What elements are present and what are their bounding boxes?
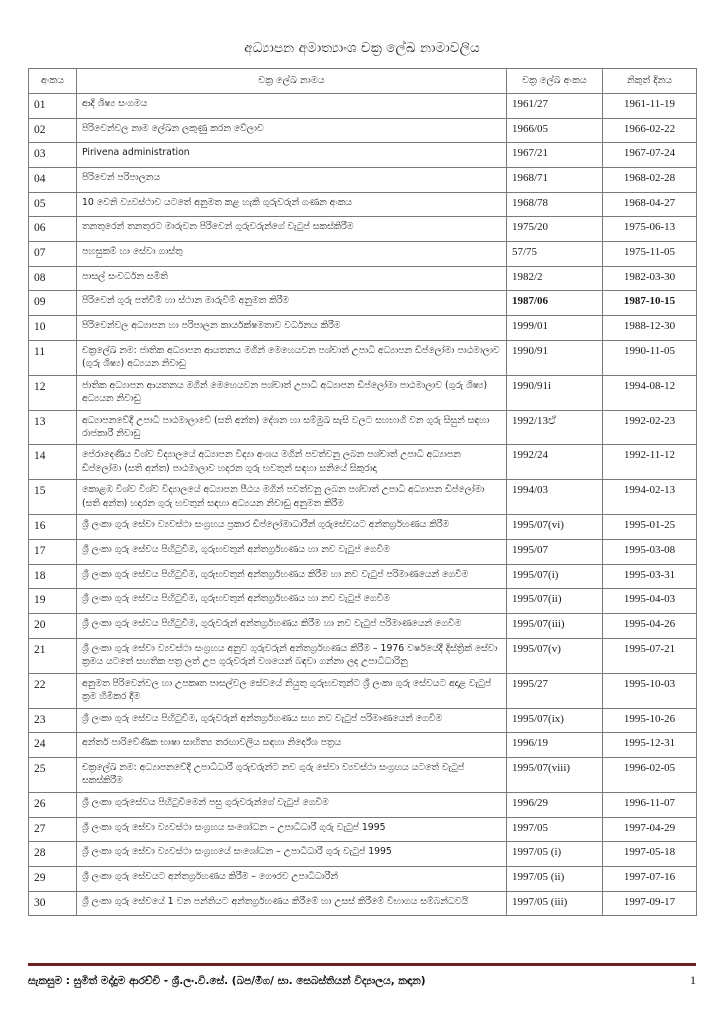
cell-issue-date: 1996-11-07 [603, 792, 697, 817]
cell-circular-number: 1995/07(viii) [507, 757, 603, 792]
cell-circular-name: ශ්‍රී ලංකා ගුරු සේවා ව්‍යවස්ථා සංග්‍රහය සංශෝධන – උපාධිධාරී ගුරු වැටුප් 1995 [77, 817, 507, 842]
cell-issue-date: 1995-04-26 [603, 614, 697, 639]
table-row [29, 757, 697, 792]
cell-circular-name: කොළඹ විශ්ව විශ්ව විද්‍යාලයේ අධ්‍යාපන පීඨය මගින් පවත්වනු ලබන පශ්චාත් උපාධි අධ්‍යාපන ඩිප්ලෝමා (සති අන්ත) හදාරන ගුරු භවතුන් සඳහා අධ්‍යයන නිවාඩු අනුමත කිරීම [77, 480, 507, 515]
table-header-row [29, 69, 697, 94]
cell-issue-date: 1966-02-22 [603, 118, 697, 143]
cell-circular-name: ජාතික අධ්‍යාපන ආයතනය මගින් මෙහෙයවන පශ්චාත් උපාධි අධ්‍යාපන ඩිප්ලෝමා පාඨමාලාව (ගුරු ශිෂ්‍ය) අධ්‍යයන නිවාඩු [77, 375, 507, 410]
cell-circular-name: ආදි ශිෂ්‍ය සංගමය [77, 93, 507, 118]
cell-issue-date: 1975-06-13 [603, 217, 697, 242]
cell-index: 15 [29, 480, 77, 515]
table-row [29, 515, 697, 540]
cell-index: 09 [29, 291, 77, 316]
cell-issue-date: 1995-07-21 [603, 638, 697, 673]
table-row [29, 266, 697, 291]
cell-circular-number: 1995/07(v) [507, 638, 603, 673]
cell-circular-number: 1995/07(vi) [507, 515, 603, 540]
table-row [29, 564, 697, 589]
table-row [29, 842, 697, 867]
cell-issue-date: 1967-07-24 [603, 143, 697, 168]
table-row [29, 539, 697, 564]
cell-circular-name: පිරිවෙන්වල නාම ලේඛන ලකුණු කරන වේලාව [77, 118, 507, 143]
cell-issue-date: 1990-11-05 [603, 340, 697, 375]
table-row [29, 192, 697, 217]
cell-circular-number: 1995/07(ix) [507, 708, 603, 733]
table-row [29, 375, 697, 410]
cell-index: 23 [29, 708, 77, 733]
cell-issue-date: 1968-04-27 [603, 192, 697, 217]
cell-issue-date: 1982-03-30 [603, 266, 697, 291]
cell-circular-number: 1992/24 [507, 445, 603, 480]
column-header-date: නිකුත් දිනය [603, 69, 697, 94]
cell-index: 28 [29, 842, 77, 867]
cell-circular-name: Pirivena administration [77, 143, 507, 168]
table-row [29, 733, 697, 758]
cell-index: 11 [29, 340, 77, 375]
cell-issue-date: 1988-12-30 [603, 315, 697, 340]
cell-circular-number: 1997/05 (ii) [507, 866, 603, 891]
cell-index: 10 [29, 315, 77, 340]
column-header-name: චක්‍ර ලේඛ නාමය [77, 69, 507, 94]
cell-circular-number: 1996/19 [507, 733, 603, 758]
cell-issue-date: 1995-10-26 [603, 708, 697, 733]
column-header-number: චක්‍ර ලේඛ අංකය [507, 69, 603, 94]
cell-circular-name: ශ්‍රී ලංකා ගුරු සේවය පිහිටුවීම, ගුරුභවතුන් අන්තර්ග්‍රහණය කිරීම හා නව වැටුප් පරිමාණයෙන් ගෙවීම [77, 564, 507, 589]
cell-circular-number: 1968/78 [507, 192, 603, 217]
cell-circular-number: 1999/01 [507, 315, 603, 340]
cell-issue-date: 1995-03-31 [603, 564, 697, 589]
table-row [29, 589, 697, 614]
cell-index: 01 [29, 93, 77, 118]
cell-circular-name: අනුමත පිරිවෙන්වල හා උපකෘත පාසල්වල සේවයේ නියුතු ගුරුභවතුන්ට ශ්‍රී ලංකා ගුරු සේවයට අදාළ වැටුප් ක්‍රම හිමිකර දීම [77, 673, 507, 708]
cell-circular-number: 1982/2 [507, 266, 603, 291]
table-row [29, 614, 697, 639]
cell-circular-number: 1990/91i [507, 375, 603, 410]
cell-index: 12 [29, 375, 77, 410]
cell-index: 05 [29, 192, 77, 217]
cell-circular-name: තනතුරෙන් තනතුරට මාරුවන පිරිවෙන් ගුරුවරුන්ගේ වැටුප් සකස්කිරීම [77, 217, 507, 242]
cell-circular-name: ශ්‍රී ලංකා ගුරු සේවා ව්‍යවස්ථා සංග්‍රහය ප්‍රකාර ඩිප්ලෝමාධාරීන් ගුරුසේවයට අන්තර්ග්‍රහණය කිරීම [77, 515, 507, 540]
page-title: අධ්‍යාපන අමාත්‍යාංශ චක්‍ර ලේඛ නාමාවලිය [244, 40, 480, 56]
table-row [29, 93, 697, 118]
cell-index: 18 [29, 564, 77, 589]
footer-credit: සැකසුම : සුමිත් මද්දුම ආරච්චි - ශ්‍රී.ලං.වි.සේ. (බප/මීග/ සා. සෙබස්තියන් විද්‍යාලය, කඳාන) [28, 975, 426, 987]
table-row [29, 817, 697, 842]
cell-index: 08 [29, 266, 77, 291]
cell-index: 04 [29, 167, 77, 192]
cell-circular-name: 10 වෙනි ව්‍යවස්ථාව යටතේ අනුමත කළ හැකි ගුරුවරුන් ගණන අංකය [77, 192, 507, 217]
table-row [29, 340, 697, 375]
cell-issue-date: 1997-05-18 [603, 842, 697, 867]
cell-circular-number: 1967/21 [507, 143, 603, 168]
cell-index: 03 [29, 143, 77, 168]
cell-circular-number: 1961/27 [507, 93, 603, 118]
cell-circular-number: 1995/07 [507, 539, 603, 564]
cell-circular-number: 1997/05 (iii) [507, 891, 603, 916]
cell-issue-date: 1995-04-03 [603, 589, 697, 614]
cell-issue-date: 1975-11-05 [603, 241, 697, 266]
cell-index: 20 [29, 614, 77, 639]
cell-index: 21 [29, 638, 77, 673]
cell-circular-number: 1994/03 [507, 480, 603, 515]
cell-circular-name: ශ්‍රී ලංකා ගුරු සේවය පිහිටුවීම, ගුරුභවතුන් අන්තර්ග්‍රහණය හා නව වැටුප් ගෙවීම [77, 539, 507, 564]
cell-index: 19 [29, 589, 77, 614]
cell-issue-date: 1987-10-15 [603, 291, 697, 316]
cell-circular-name: ශ්‍රී ලංකා ගුරු සේවය පිහිටුවීම, ගුරුභවතුන් අන්තර්ග්‍රහණය හා නව වැටුප් ගෙවීම [77, 589, 507, 614]
cell-index: 22 [29, 673, 77, 708]
table-row [29, 217, 697, 242]
table-row [29, 118, 697, 143]
table-row [29, 410, 697, 445]
cell-index: 30 [29, 891, 77, 916]
table-header [29, 69, 697, 94]
cell-circular-name: පිරිවෙන්වල අධ්‍යාපන හා පරිපාලන කාර්යක්ෂමතාව වර්ධනය කිරීම [77, 315, 507, 340]
cell-index: 06 [29, 217, 77, 242]
cell-circular-name: ශ්‍රී ලංකා ගුරු සේවා ව්‍යවස්ථා සංග්‍රහයේ සංශෝධන – උපාධිධාරී ගුරු වැටුප් 1995 [77, 842, 507, 867]
cell-issue-date: 1992-02-23 [603, 410, 697, 445]
circulars-table [28, 68, 697, 916]
page-footer [28, 963, 696, 988]
cell-circular-number: 1995/27 [507, 673, 603, 708]
cell-index: 25 [29, 757, 77, 792]
table-row [29, 866, 697, 891]
cell-circular-number: 1995/07(ii) [507, 589, 603, 614]
cell-index: 24 [29, 733, 77, 758]
table-row [29, 445, 697, 480]
table-row [29, 291, 697, 316]
cell-circular-name: අන්තර් පාරිවේණික භාෂා සාහිත්‍ය තරඟාවලිය සඳහා නිර්දේශ පත්‍රය [77, 733, 507, 758]
cell-circular-name: ශ්‍රී ලංකා ගුරු සේවය පිහිටුවීම, ගුරුවරුන් අන්තර්ග්‍රහණය කිරීම හා නව වැටුප් පරිමාණයෙන් ගෙවීම [77, 614, 507, 639]
table-row [29, 708, 697, 733]
cell-issue-date: 1992-11-12 [603, 445, 697, 480]
cell-circular-name: ශ්‍රී ලංකා ගුරු සේවයේ 1 වන පන්තියට අන්තර්ග්‍රහණය කිරීමේ හා උසස් කිරීමේ විභාගය සම්බන්ධවයි [77, 891, 507, 916]
table-row [29, 241, 697, 266]
cell-issue-date: 1995-12-31 [603, 733, 697, 758]
cell-issue-date: 1961-11-19 [603, 93, 697, 118]
cell-issue-date: 1995-03-08 [603, 539, 697, 564]
cell-index: 17 [29, 539, 77, 564]
cell-circular-number: 1996/29 [507, 792, 603, 817]
cell-circular-name: චක්‍රලේඛ නම: ජාතික අධ්‍යාපන ආයතනය මගින් මෙහෙයවන පශ්චාත් උපාධි අධ්‍යාපන ඩිප්ලෝමා පාඨමාලාව (ගුරු ශිෂ්‍ය) අධ්‍යයන නිවාඩු [77, 340, 507, 375]
cell-circular-number: 1995/07(iii) [507, 614, 603, 639]
cell-issue-date: 1994-02-13 [603, 480, 697, 515]
cell-circular-number: 1968/71 [507, 167, 603, 192]
table-row [29, 673, 697, 708]
cell-index: 29 [29, 866, 77, 891]
cell-circular-number: 57/75 [507, 241, 603, 266]
cell-circular-number: 1997/05 [507, 817, 603, 842]
cell-circular-name: පහසුකම් හා සේවා ගාස්තු [77, 241, 507, 266]
cell-issue-date: 1968-02-28 [603, 167, 697, 192]
cell-issue-date: 1996-02-05 [603, 757, 697, 792]
table-row [29, 792, 697, 817]
table-row [29, 167, 697, 192]
cell-index: 16 [29, 515, 77, 540]
cell-circular-name: අධ්‍යාපනවේදී උපාධි පාඨමාලාවේ (සති අන්ත) දේශන හා සම්මුඛ සැසි වලට සහභාගි වන ගුරු සිසුන් සඳහා රාජකාරී නිවාඩු [77, 410, 507, 445]
cell-index: 07 [29, 241, 77, 266]
column-header-no: අංකය [29, 69, 77, 94]
footer-divider [28, 963, 696, 966]
cell-index: 13 [29, 410, 77, 445]
table-body [29, 93, 697, 915]
cell-circular-name: පාසල් සංවර්ධන සමිති [77, 266, 507, 291]
cell-circular-name: ශ්‍රී ලංකා ගුරු සේවය පිහිටුවීම, ගුරුවරුන් අන්තර්ග්‍රහණය සහ නව වැටුප් පරිමාණයෙන් ගෙවීම [77, 708, 507, 733]
cell-circular-name: පිරිවෙන් පරිපාලනය [77, 167, 507, 192]
cell-circular-name: ශ්‍රී ලංකා ගුරු සේවයට අන්තර්ග්‍රහණය කිරීම – ගෞරව උපාධිධාරීන් [77, 866, 507, 891]
cell-circular-name: ශ්‍රී ලංකා ගුරුසේවය පිහිටුවීමෙන් පසු ගුරුවරුන්ගේ වැටුප් ගෙවීම [77, 792, 507, 817]
cell-circular-number: 1966/05 [507, 118, 603, 143]
cell-circular-name: ශ්‍රී ලංකා ගුරු සේවා ව්‍යවස්ථා සංග්‍රහය අනුව ගුරුවරුන් අන්තර්ග්‍රහණය කිරීම – 1976 වර්ෂයේදී දිස්ත්‍රික් සේවා ක්‍රමය යටතේ සහතික පත්‍ර ලත් උප ගුරුවරුන් වශයෙන් බඳවා ගන්නා ලද උපාධිධාරිනු [77, 638, 507, 673]
table-row [29, 638, 697, 673]
table-row [29, 315, 697, 340]
cell-circular-number: 1990/91 [507, 340, 603, 375]
footer-row [28, 973, 696, 988]
cell-index: 02 [29, 118, 77, 143]
footer-page-number: 1 [690, 973, 696, 987]
cell-circular-name: චක්‍රලේඛ නම: අධ්‍යාපනවේදී උපාධිධාරී ගුරුවරුන්ට නව ගුරු සේවා ව්‍යවස්ථා සංග්‍රහය යටතේ වැටුප් සකස්කිරීම [77, 757, 507, 792]
cell-index: 14 [29, 445, 77, 480]
table-row [29, 143, 697, 168]
cell-issue-date: 1995-01-25 [603, 515, 697, 540]
cell-issue-date: 1997-09-17 [603, 891, 697, 916]
cell-circular-number: 1997/05 (i) [507, 842, 603, 867]
table-row [29, 891, 697, 916]
cell-circular-name: පිරිවෙන් ගුරු පත්වීම් හා ස්ථාන මාරුවීම් අනුමත කිරීම [77, 291, 507, 316]
cell-circular-name: පේරාදෙණිය විශ්ව විද්‍යාලයේ අධ්‍යාපන විද්‍යා අංශය මගින් පවත්වනු ලබන පශ්චාත් උපාධි අධ්‍යාපන ඩිප්ලෝමා (සති අන්ත) පාඨමාලාව හදාරන ගුරු භවතුන් සඳහා සනියේ සිකුරාදා [77, 445, 507, 480]
cell-circular-number: 1992/13ඒ [507, 410, 603, 445]
cell-issue-date: 1994-08-12 [603, 375, 697, 410]
cell-issue-date: 1997-07-16 [603, 866, 697, 891]
cell-index: 27 [29, 817, 77, 842]
cell-circular-number: 1995/07(i) [507, 564, 603, 589]
table-row [29, 480, 697, 515]
cell-circular-number: 1987/06 [507, 291, 603, 316]
cell-issue-date: 1997-04-29 [603, 817, 697, 842]
cell-index: 26 [29, 792, 77, 817]
cell-circular-number: 1975/20 [507, 217, 603, 242]
cell-issue-date: 1995-10-03 [603, 673, 697, 708]
